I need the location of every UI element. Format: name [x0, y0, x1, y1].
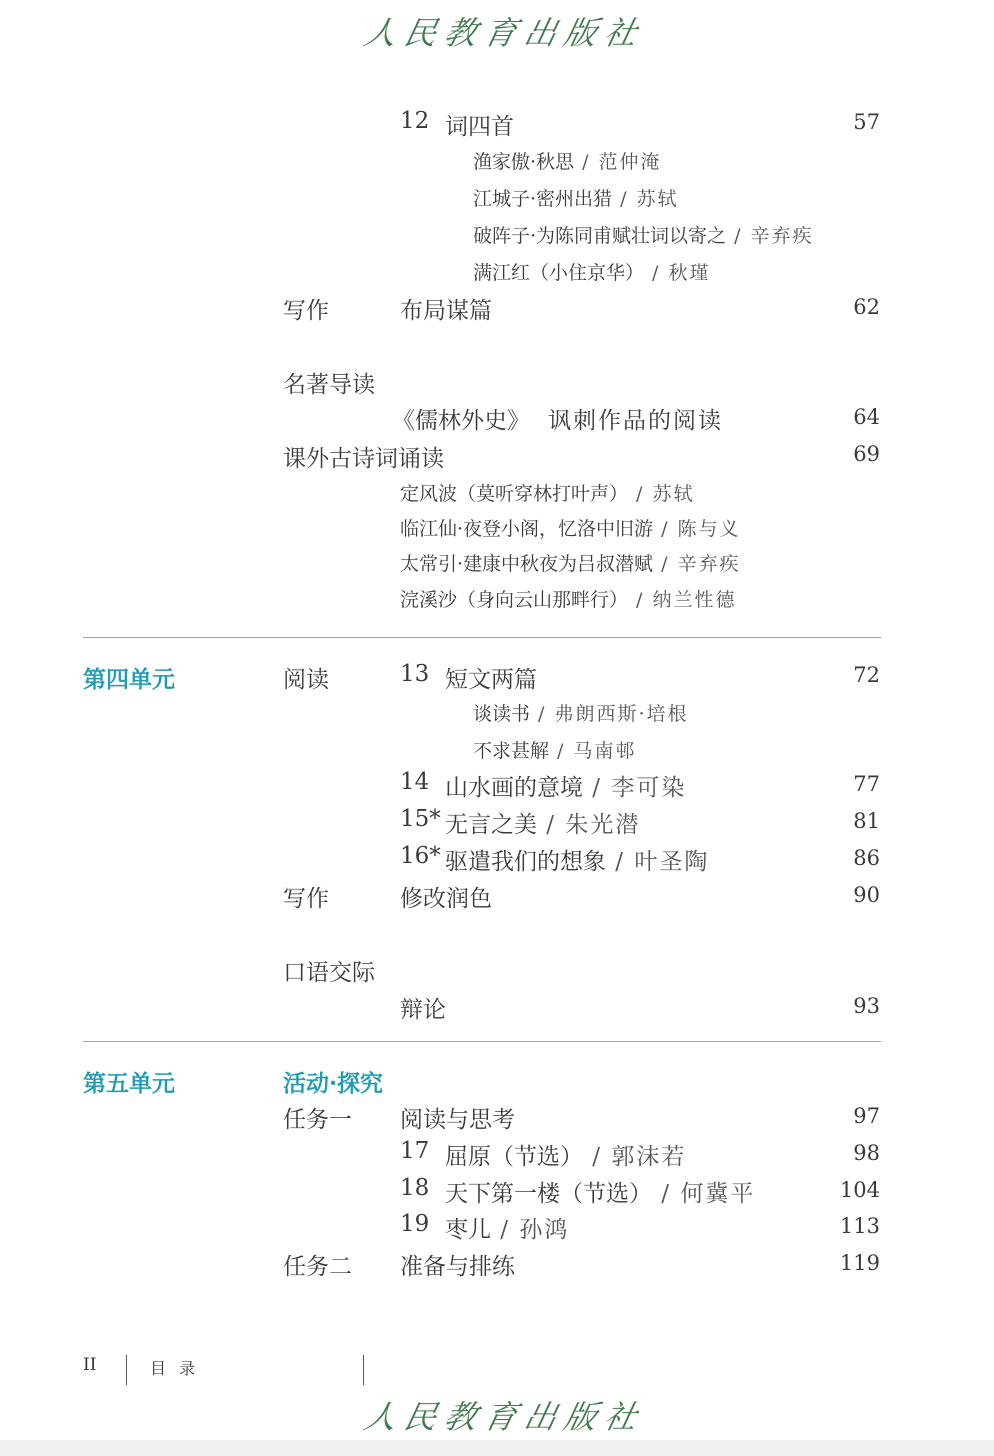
lesson-number: 17 — [400, 1138, 430, 1164]
page-number: 64 — [853, 405, 880, 429]
footer-divider — [126, 1355, 127, 1385]
section-title — [392, 402, 723, 435]
lesson-title-text: 天下第一楼（节选） — [445, 1181, 652, 1207]
lesson-title-text: 枣儿 — [445, 1217, 491, 1243]
page-number: 69 — [853, 442, 880, 466]
lesson-author: / 何冀平 — [652, 1181, 756, 1207]
unit-heading: 第五单元 — [83, 1070, 175, 1097]
sub-item-author: / 陈与义 — [653, 518, 741, 540]
lesson-author: / 叶圣陶 — [606, 849, 710, 875]
sub-item-author: / 弗朗西斯·培根 — [530, 703, 689, 725]
unit-heading: 第四单元 — [83, 666, 175, 693]
sub-item-title: 定风波（莫听穿林打叶声） — [400, 483, 629, 505]
lesson-title — [445, 1211, 569, 1244]
lesson-author: / 孙鸿 — [491, 1217, 570, 1243]
lesson-title — [445, 1138, 686, 1171]
page-number: 81 — [853, 809, 880, 833]
sub-item — [400, 479, 695, 506]
sub-item-title: 浣溪沙（身向云山那畔行） — [400, 589, 629, 611]
publisher-logo-top: 人民教育出版社 — [360, 14, 649, 52]
sub-item — [473, 221, 814, 248]
page-number: 57 — [853, 110, 880, 134]
task-label: 任务二 — [283, 1254, 352, 1280]
section-category: 写作 — [283, 298, 329, 324]
lesson-number: 16* — [400, 843, 441, 869]
sub-item-title: 破阵子·为陈同甫赋壮词以寄之 — [473, 225, 727, 247]
lesson-title — [445, 769, 686, 802]
bottom-bar — [0, 1440, 994, 1456]
lesson-number: 18 — [400, 1175, 430, 1201]
page-number: 62 — [853, 295, 880, 319]
section-category: 写作 — [283, 886, 329, 912]
lesson-title-text: 驱遣我们的想象 — [445, 849, 606, 875]
lesson-author: / 郭沫若 — [583, 1144, 687, 1170]
section-title: 阅读与思考 — [400, 1107, 515, 1133]
page-number: 86 — [853, 846, 880, 870]
lesson-title — [445, 843, 709, 876]
sub-item-title: 江城子·密州出猎 — [473, 188, 613, 210]
section-category: 口语交际 — [283, 960, 375, 986]
section-category: 阅读 — [283, 667, 329, 693]
section-title: 准备与排练 — [400, 1254, 515, 1280]
section-divider — [83, 1041, 881, 1042]
sub-item-author: / 辛弃疾 — [653, 553, 741, 575]
page-number: 77 — [853, 772, 880, 796]
footer-divider — [363, 1355, 364, 1385]
footer-label: 目 录 — [150, 1359, 200, 1378]
section-divider — [83, 637, 881, 638]
sub-item-title: 不求甚解 — [473, 740, 550, 762]
section-title: 修改润色 — [400, 886, 492, 912]
sub-item — [473, 736, 637, 763]
sub-item — [473, 184, 679, 211]
page-number: 93 — [853, 994, 880, 1018]
sub-item-title: 谈读书 — [473, 703, 531, 725]
sub-item — [473, 147, 662, 174]
sub-item — [400, 549, 741, 576]
sub-item-author: / 马南邨 — [549, 740, 637, 762]
sub-item-title: 满江红（小住京华） — [473, 262, 645, 284]
section-title: 布局谋篇 — [400, 298, 492, 324]
lesson-number: 12 — [400, 108, 430, 134]
book-subtitle: 讽刺作品的阅读 — [548, 408, 723, 434]
lesson-title-text: 无言之美 — [445, 812, 537, 838]
lesson-title — [445, 806, 640, 839]
lesson-title — [445, 1175, 755, 1208]
publisher-logo-bottom: 人民教育出版社 — [360, 1398, 649, 1436]
sub-item-title: 渔家傲·秋思 — [473, 151, 575, 173]
sub-item-author: / 苏轼 — [628, 483, 695, 505]
page-number: 72 — [853, 663, 880, 687]
lesson-title: 短文两篇 — [445, 667, 537, 693]
page-number: 104 — [839, 1178, 880, 1202]
section-category: 活动·探究 — [283, 1070, 384, 1097]
page-number: 97 — [853, 1104, 880, 1128]
sub-item-title: 太常引·建康中秋夜为吕叔潜赋 — [400, 553, 654, 575]
lesson-author: / 李可染 — [583, 775, 687, 801]
sub-item — [400, 585, 737, 612]
sub-item-author: / 秋瑾 — [644, 262, 711, 284]
lesson-title-text: 山水画的意境 — [445, 775, 583, 801]
section-title: 辩论 — [400, 997, 446, 1023]
lesson-number: 14 — [400, 769, 430, 795]
lesson-title: 词四首 — [445, 114, 514, 140]
page-number: 90 — [853, 883, 880, 907]
page-number: 119 — [839, 1251, 880, 1275]
lesson-title-text: 屈原（节选） — [445, 1144, 583, 1170]
footer-page-number: II — [83, 1355, 97, 1375]
sub-item — [473, 258, 711, 285]
book-title: 《儒林外史》 — [392, 408, 530, 434]
sub-item — [473, 699, 689, 726]
lesson-number: 13 — [400, 661, 430, 687]
sub-item-author: / 苏轼 — [612, 188, 679, 210]
sub-item — [400, 514, 741, 541]
lesson-number: 19 — [400, 1211, 430, 1237]
page-number: 113 — [839, 1214, 880, 1238]
sub-item-title: 临江仙·夜登小阁，忆洛中旧游 — [400, 518, 654, 540]
sub-item-author: / 范仲淹 — [574, 151, 662, 173]
task-label: 任务一 — [283, 1107, 352, 1133]
lesson-number: 15* — [400, 806, 441, 832]
sub-item-author: / 辛弃疾 — [726, 225, 814, 247]
sub-item-author: / 纳兰性德 — [628, 589, 737, 611]
lesson-author: / 朱光潜 — [537, 812, 641, 838]
page-number: 98 — [853, 1141, 880, 1165]
section-category: 课外古诗词诵读 — [283, 446, 444, 472]
section-category: 名著导读 — [283, 372, 375, 398]
